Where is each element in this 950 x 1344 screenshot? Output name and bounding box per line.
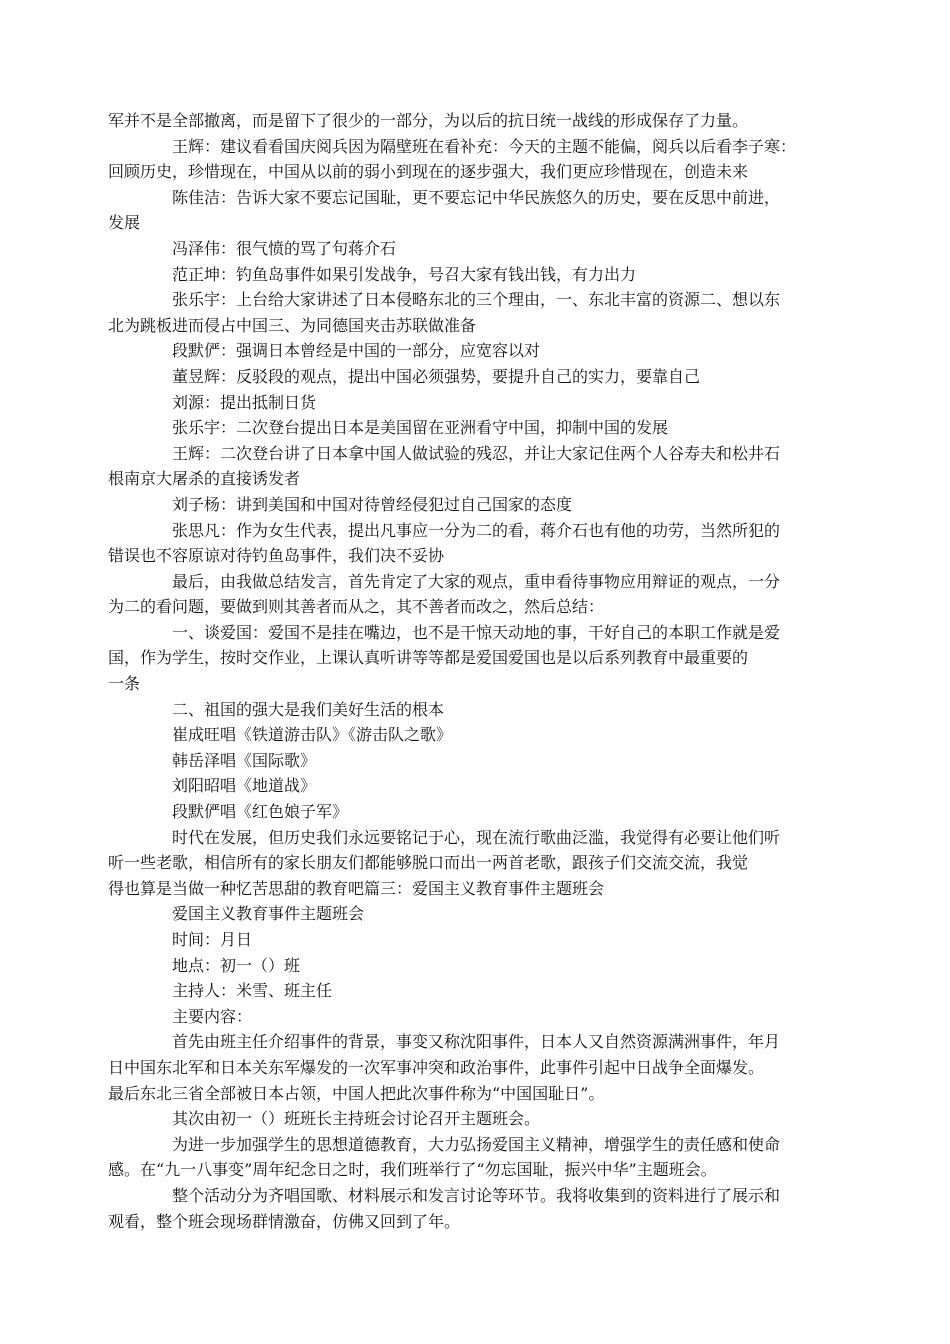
text-line: 张乐宇：上台给大家讲述了日本侵略东北的三个理由，一、东北丰富的资源二、想以东 <box>172 290 781 310</box>
text-line: 主要内容： <box>172 1006 253 1026</box>
text-line: 段默俨唱《红色娘子军》 <box>172 802 349 822</box>
text-line: 地点：初一（）班 <box>172 955 301 975</box>
text-line: 王辉：二次登台讲了日本拿中国人做试验的残忍，并让大家记住两个人谷寿夫和松井石 <box>172 443 781 463</box>
text-line: 日中国东北军和日本关东军爆发的一次军事冲突和政治事件，此事件引起中日战争全面爆发。 <box>108 1057 765 1077</box>
text-line: 国，作为学生，按时交作业，上课认真听讲等等都是爱国爱国也是以后系列教育中最重要的 <box>108 648 749 668</box>
text-line: 刘子杨：讲到美国和中国对待曾经侵犯过自己国家的态度 <box>172 494 573 514</box>
text-line: 范正坤：钓鱼岛事件如果引发战争，号召大家有钱出钱，有力出力 <box>172 264 637 284</box>
text-line: 时代在发展，但历史我们永远要铭记于心，现在流行歌曲泛滥，我觉得有必要让他们听 <box>172 827 781 847</box>
text-line: 其次由初一（）班班长主持班会讨论召开主题班会。 <box>172 1109 541 1129</box>
text-line: 陈佳洁：告诉大家不要忘记国耻，更不要忘记中华民族悠久的历史，要在反思中前进， <box>172 187 781 207</box>
text-line: 时间：月日 <box>172 930 253 949</box>
text-line: 韩岳泽唱《国际歌》 <box>172 750 317 770</box>
text-line: 张乐宇：二次登台提出日本是美国留在亚洲看守中国，抑制中国的发展 <box>172 418 669 438</box>
text-line: 发展 <box>108 213 141 233</box>
text-line: 段默俨：强调日本曾经是中国的一部分，应宽容以对 <box>172 341 541 361</box>
text-line: 首先由班主任介绍事件的背景，事变又称沈阳事件，日本人又自然资源满洲事件，年月 <box>172 1032 781 1052</box>
text-line: 王辉：建议看看国庆阅兵因为隔壁班在看补充：今天的主题不能偏，阅兵以后看李子寒： <box>172 136 797 156</box>
text-line: 军并不是全部撤离，而是留下了很少的一部分，为以后的抗日统一战线的形成保存了力量。 <box>108 111 749 130</box>
text-line: 错误也不容原谅对待钓鱼岛事件，我们决不妥协 <box>108 546 445 566</box>
text-line: 感。在“九一八事变”周年纪念日之时，我们班举行了“勿忘国耻，振兴中华”主题班会。 <box>108 1160 717 1180</box>
text-line: 最后东北三省全部被日本占领，中国人把此次事件称为“中国国耻日”。 <box>108 1083 605 1103</box>
text-line: 为二的看问题，要做到则其善者而从之，其不善者而改之，然后总结： <box>108 597 605 617</box>
text-line: 一条 <box>108 674 141 694</box>
text-line: 整个活动分为齐唱国歌、材料展示和发言讨论等环节。我将收集到的资料进行了展示和 <box>172 1185 781 1205</box>
text-line: 冯泽伟：很气愤的骂了句蒋介石 <box>172 238 397 258</box>
text-line: 回顾历史，珍惜现在，中国从以前的弱小到现在的逐步强大，我们更应珍惜现在，创造未来 <box>108 162 749 182</box>
text-line: 张思凡：作为女生代表，提出凡事应一分为二的看，蒋介石也有他的功劳，当然所犯的 <box>172 520 781 540</box>
text-line: 最后，由我做总结发言，首先肯定了大家的观点，重申看待事物应用辩证的观点，一分 <box>172 571 781 591</box>
text-line: 为进一步加强学生的思想道德教育，大力弘扬爱国主义精神，增强学生的责任感和使命 <box>172 1134 781 1154</box>
text-line: 北为跳板进而侵占中国三、为同德国夹击苏联做准备 <box>108 315 477 335</box>
text-line: 得也算是当做一种忆苦思甜的教育吧篇三：爱国主义教育事件主题班会 <box>108 878 605 898</box>
text-line: 崔成旺唱《铁道游击队》《游击队之歌》 <box>172 725 453 745</box>
text-line: 一、谈爱国：爱国不是挂在嘴边，也不是干惊天动地的事，干好自己的本职工作就是爱 <box>172 622 781 642</box>
text-line: 主持人：米雪、班主任 <box>172 981 333 1001</box>
text-line: 爱国主义教育事件主题班会 <box>172 904 365 924</box>
text-line: 刘阳昭唱《地道战》 <box>172 776 317 796</box>
document-body <box>108 108 824 1234</box>
text-line: 根南京大屠杀的直接诱发者 <box>108 469 301 489</box>
text-line: 二、祖国的强大是我们美好生活的根本 <box>172 699 445 719</box>
text-line: 董昱辉：反驳段的观点，提出中国必须强势，要提升自己的实力，要靠自己 <box>172 366 701 386</box>
text-line: 观看，整个班会现场群情激奋，仿佛又回到了年。 <box>108 1211 461 1231</box>
text-line: 听一些老歌，相信所有的家长朋友们都能够脱口而出一两首老歌，跟孩子们交流交流，我觉 <box>108 853 749 873</box>
text-line: 刘源：提出抵制日货 <box>172 392 317 412</box>
